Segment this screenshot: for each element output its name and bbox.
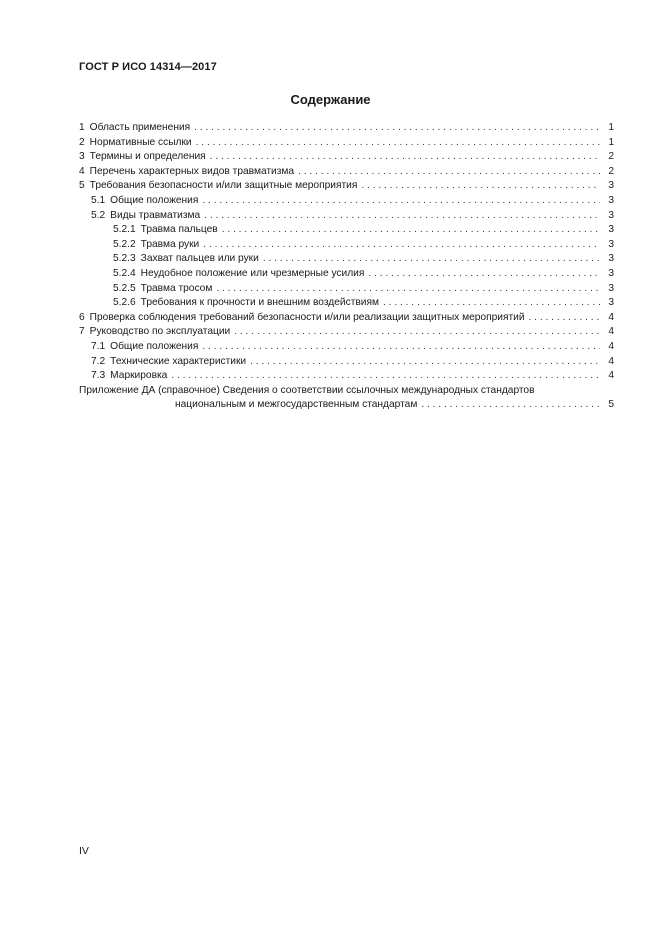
leader-dots [216, 282, 600, 297]
toc-entry-number: 2 [79, 136, 85, 148]
toc-entry-number: 7 [79, 326, 85, 338]
toc-entry-label [79, 165, 298, 180]
toc-entry-text: Термины и определения [89, 151, 206, 163]
toc-entry [79, 296, 614, 311]
toc-entry-page: 4 [608, 340, 614, 352]
toc-entry-page: 3 [608, 194, 614, 206]
leader-dots [421, 398, 600, 413]
toc-entry-label [113, 238, 203, 253]
toc-entry [79, 223, 614, 238]
toc-entry-page: 1 [608, 122, 614, 133]
toc-entry-number: 5.1 [91, 194, 106, 206]
toc-entry-page: 3 [608, 180, 614, 192]
toc-entry-text: Требования безопасности и/или защитные мероприятия [89, 180, 358, 192]
toc-entry-label [113, 267, 368, 282]
table-of-contents [79, 121, 614, 413]
appendix-line-1: Приложение ДА (справочное) Сведения о соответствии ссылочных международных стандартов [79, 384, 535, 396]
toc-entry-page: 4 [608, 355, 614, 367]
toc-entry-number: 5.2.5 [113, 282, 136, 294]
toc-entry-label [113, 252, 263, 267]
toc-entry [79, 267, 614, 282]
toc-entry-text: Общие положения [110, 194, 199, 206]
toc-entry-label [79, 325, 234, 340]
toc-entry-label [79, 179, 361, 194]
toc-entry-number: 4 [79, 165, 85, 177]
toc-entry-page: 3 [608, 224, 614, 236]
leader-dots [222, 223, 600, 238]
toc-entry [79, 282, 614, 297]
leader-dots [529, 311, 600, 326]
toc-entry-text: Общие положения [110, 340, 199, 352]
toc-entry-number: 6 [79, 311, 85, 323]
toc-entry [79, 325, 614, 340]
toc-entry-text: Неудобное положение или чрезмерные усилия [140, 267, 365, 279]
toc-entry-number: 3 [79, 151, 85, 163]
leader-dots [234, 325, 600, 340]
toc-entry-text: Виды травматизма [110, 209, 201, 221]
leader-dots [368, 267, 600, 282]
toc-entry-label [113, 282, 216, 297]
toc-entry-label [91, 369, 171, 384]
toc-appendix [79, 384, 614, 413]
toc-entry-number: 5.2.4 [113, 267, 136, 279]
toc-entry-page: 3 [608, 267, 614, 279]
toc-entry-text: Руководство по эксплуатации [89, 326, 231, 338]
toc-entry-label [113, 296, 383, 311]
leader-dots [171, 369, 600, 384]
toc-entry [79, 311, 614, 326]
toc-entry-page: 4 [608, 311, 614, 323]
toc-entry [79, 136, 614, 151]
toc-entry [79, 355, 614, 370]
toc-entry-page: 3 [608, 209, 614, 221]
toc-entry [79, 179, 614, 194]
toc-entry-text: Область применения [89, 122, 191, 133]
toc-entry-text: Травма тросом [140, 282, 213, 294]
leader-dots [383, 296, 600, 311]
toc-entry [79, 150, 614, 165]
page-number-roman: IV [79, 845, 89, 857]
leader-dots [196, 136, 600, 151]
toc-entry-page: 3 [608, 297, 614, 309]
leader-dots [204, 209, 600, 224]
toc-entry-text: Нормативные ссылки [89, 136, 192, 148]
toc-entry-page: 1 [608, 136, 614, 148]
toc-entry [79, 209, 614, 224]
toc-entry-text: Травма пальцев [140, 224, 218, 236]
toc-entry-text: Технические характеристики [110, 355, 247, 367]
toc-entry-text: Маркировка [110, 370, 168, 382]
toc-entry-label [79, 150, 210, 165]
toc-entry-number: 5 [79, 180, 85, 192]
leader-dots [202, 194, 600, 209]
toc-entry-number: 5.2.3 [113, 253, 136, 265]
toc-entry-page: 3 [608, 238, 614, 250]
toc-entry-number: 5.2.2 [113, 238, 136, 250]
toc-entry-number: 7.2 [91, 355, 106, 367]
toc-entry-label [113, 223, 222, 238]
toc-entry-label [79, 121, 194, 136]
toc-entry-number: 1 [79, 122, 85, 133]
toc-entry [79, 369, 614, 384]
toc-entry-number: 7.1 [91, 340, 106, 352]
toc-entry-label [79, 311, 529, 326]
leader-dots [263, 252, 600, 267]
toc-entry-label [91, 355, 250, 370]
toc-rows [79, 121, 614, 384]
toc-entry-number: 5.2.1 [113, 224, 136, 236]
document-code: ГОСТ Р ИСО 14314—2017 [79, 61, 217, 73]
toc-entry-number: 5.2 [91, 209, 106, 221]
toc-entry-page: 2 [608, 151, 614, 163]
toc-entry [79, 340, 614, 355]
toc-entry-label [91, 209, 204, 224]
leader-dots [210, 150, 600, 165]
leader-dots [194, 121, 600, 136]
toc-entry-text: Перечень характерных видов травматизма [89, 165, 295, 177]
toc-entry-page: 2 [608, 165, 614, 177]
toc-entry-page: 4 [608, 326, 614, 338]
appendix-line-2-row [79, 398, 614, 413]
toc-entry-label [91, 194, 202, 209]
appendix-line-2: национальным и межгосударственным стандартам [175, 399, 418, 411]
toc-entry-page: 3 [608, 253, 614, 265]
leader-dots [361, 179, 600, 194]
appendix-page: 5 [608, 399, 614, 411]
toc-entry [79, 121, 614, 136]
toc-entry-text: Захват пальцев или руки [140, 253, 259, 265]
toc-entry [79, 165, 614, 180]
leader-dots [202, 340, 600, 355]
toc-entry-text: Требования к прочности и внешним воздействиям [140, 297, 379, 309]
leader-dots [250, 355, 600, 370]
toc-entry-page: 4 [608, 370, 614, 382]
toc-entry-number: 7.3 [91, 370, 106, 382]
toc-entry [79, 252, 614, 267]
toc-entry-label [91, 340, 202, 355]
toc-entry-text: Травма руки [140, 238, 200, 250]
toc-entry-page: 3 [608, 282, 614, 294]
toc-entry-number: 5.2.6 [113, 297, 136, 309]
leader-dots [203, 238, 600, 253]
page-title: Содержание [290, 92, 371, 107]
toc-entry-label [79, 136, 196, 151]
toc-entry [79, 238, 614, 253]
toc-entry-text: Проверка соблюдения требований безопасности и/или реализации защитных мероприятий [89, 311, 525, 323]
leader-dots [298, 165, 600, 180]
toc-entry [79, 194, 614, 209]
